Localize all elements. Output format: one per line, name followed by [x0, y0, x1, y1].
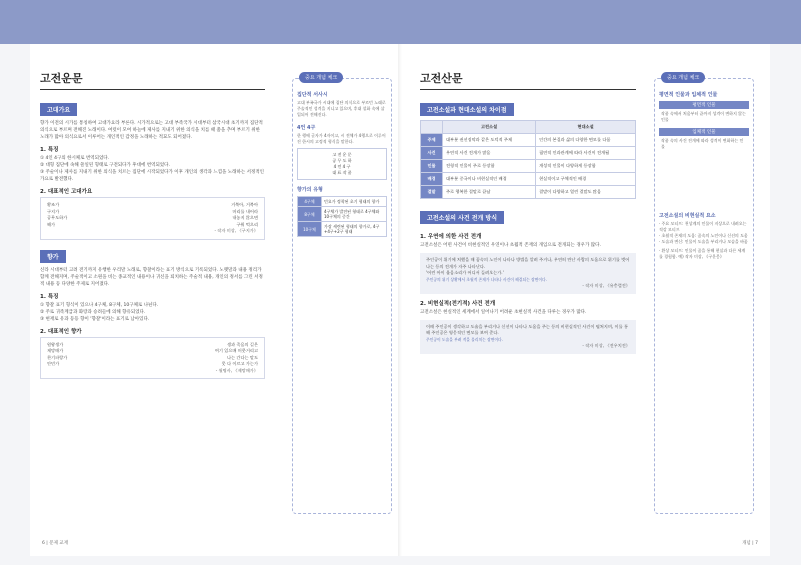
- table-cell: 전형적 인물이 주로 등장함: [443, 160, 536, 173]
- concept-check-badge: 중요 개념 체크: [299, 72, 343, 83]
- subheading: 2. 비현실적(전기적) 사건 전개: [420, 300, 496, 307]
- table-cell: 현실적이고 구체적인 배경: [536, 173, 636, 186]
- row-head: 배경: [421, 173, 443, 186]
- poem-cell: 머리를 내어라: [232, 208, 258, 214]
- table-row: [421, 186, 636, 199]
- concept-check-badge: 중요 개념 체크: [661, 72, 705, 83]
- hyangga-text: 신라 시대부터 고려 전기까지 유행한 우리말 노래로, 향찰이라는 표기 방식으로 기록되었다. 노랫말과 내용 정리가 함께 전해지며, 주술적이고 소원을 비는 종교적인 내용이나 귀신을 퇴치하는 주술적 내용, 개인의 정서를 그린 서정적 내용 등 다양한 주제로 지어졌다.: [40, 267, 263, 287]
- table-cell: 주로 행복한 결말로 끝남: [443, 186, 536, 199]
- side-tag: 입체적 인물: [659, 128, 749, 136]
- side-box-line: 대 표 작 품: [332, 170, 352, 175]
- row-head: 사건: [421, 147, 443, 160]
- body-text: 고전소설은 어떤 사건이 비현실적인 우연이나 초월적 존재의 개입으로 전개되는 경우가 많다.: [420, 243, 601, 248]
- poem-cell: 구워 먹으리: [236, 221, 258, 227]
- poem-cell: 원왕생가: [47, 341, 64, 347]
- left-page: [30, 44, 402, 556]
- page-title: 고전운문: [40, 70, 265, 90]
- left-sidebar: [292, 75, 392, 514]
- subheading: 1. 우연에 의한 사건 전개: [420, 234, 482, 240]
- poem-cell: 거북아, 거북아: [231, 202, 258, 207]
- side-box-line: 고 전 운 문: [332, 152, 352, 157]
- subheading: 1. 특징: [40, 293, 59, 300]
- example-text: 주인공이 위기에 처했을 때 꿈속의 노인이 나타나 방법을 알려 주거나, 우연히 만난 사람의 도움으로 위기를 벗어나는 등의 전개가 자주 나타난다.: [426, 257, 630, 269]
- list-item: ① 향찰 표기 형식이 있으나 4구체, 8구체, 10구체로 나뉜다.: [40, 302, 159, 308]
- section-heading: 고전소설의 사건 전개 방식: [420, 211, 504, 224]
- poem-cell: 해가: [47, 221, 56, 227]
- poem-credit: - 월명사, 《제망매가》: [215, 367, 258, 373]
- side-text: · 주요 모티프: 천상계의 인물이 지상으로 내려오는 적강 모티프 · 초월적 존재의 도움: 꿈속의 노인이나 신선의 도움 · 도술과 변신: 인물이 도술을 부리거나 모습을 바꿈: [659, 221, 748, 244]
- poem-cell: 찬기파랑가: [47, 354, 68, 360]
- example-box: [420, 320, 636, 354]
- hyangga-type-table: [297, 196, 387, 237]
- side-text: · 환상 모티프: 인물이 꿈을 통해 현실과 다른 세계를 경험함. 예) 작자 미상, 《구운몽》: [659, 248, 746, 259]
- poem-cell: 안민가: [47, 361, 60, 366]
- poem-cell: 생과 죽음의 길은: [227, 341, 258, 347]
- side-text: 한 행에 글자가 4자이고, 시 전체가 4행으로 이루어진 한시의 고정적 형식을 말한다.: [297, 133, 386, 144]
- example-credit: - 작자 미상, 《유충렬전》: [582, 283, 630, 288]
- side-title: 향가의 유형: [297, 187, 323, 193]
- subheading: 2. 대표적인 향가: [40, 328, 82, 335]
- list-item: ③ 현재로 유과 등등 향이 '향찰'이라는 표기로 남아있다.: [40, 316, 150, 322]
- table-header: 고전소설: [443, 121, 536, 134]
- example-text: 이때 주인공이 생각하고 도술을 부리거나 신선이 나타나 도움을 주는 등의 비현실적인 사건이 펼쳐지며, 이를 통해 주인공은 영웅적인 면모를 보여 준다.: [426, 323, 629, 335]
- poem-box: [40, 337, 265, 380]
- poem-cell: 내놓지 않으면: [232, 215, 258, 220]
- table-cell: 대부분 권선징악과 같은 도덕적 주제: [443, 134, 536, 147]
- type-cell: 8구체: [298, 207, 322, 222]
- side-section: [297, 124, 387, 180]
- poem-cell: 구지가: [47, 208, 60, 214]
- table-cell: 개성적 인물이 다양하게 등장함: [536, 160, 636, 173]
- side-title: 평면적 인물과 입체적 인물: [659, 92, 718, 98]
- list-item: ③ 주술이나 제사를 지내기 위한 의식을 치르는 집단에 시작되었다가 이후 개인의 생각과 느낌을 노래하는 서정적인 가요로 발전했다.: [40, 170, 265, 182]
- section-heading: 고대가요: [40, 103, 77, 116]
- section-heading: 향가: [40, 250, 66, 263]
- page-footer: 6 | 문제 교재: [42, 541, 69, 546]
- comparison-table: [420, 120, 636, 199]
- side-title: 4언 4구: [297, 125, 316, 131]
- top-band: [0, 0, 801, 44]
- side-section: [297, 186, 387, 237]
- example-note: 주인공이 도술을 부려 적을 물리치는 장면이다.: [426, 336, 503, 342]
- desc-cell: 민요가 정착된 초기 형태의 향가: [322, 197, 387, 207]
- side-tag-text: 작품 속의 사건 전개에 따라 성격이 변화하는 인물: [661, 138, 744, 149]
- page-title: 고전산문: [420, 70, 636, 90]
- example-credit: - 작자 미상, 《전우치전》: [582, 343, 630, 348]
- example-note: 주인공의 위기 상황에서 초월적 존재가 나타나 사건이 해결되는 장면이다.: [426, 276, 547, 282]
- subheading: 1. 특징: [40, 147, 59, 153]
- body-text: 고전소설은 현실적인 세계에서 일어나기 어려운 초현실적 사건을 다루는 경우가 많다.: [420, 309, 587, 315]
- poem-cell: 못 다 이르고 가는가: [221, 361, 258, 366]
- desc-cell: 4구체가 발전된 형태로 4구체와 10구체의 중간: [322, 207, 387, 222]
- desc-cell: 가장 세련된 형태의 향가로, 4구+4구+2구 형태: [322, 222, 387, 237]
- side-section: [659, 212, 749, 260]
- side-section: [659, 91, 749, 152]
- table-cell: 우연적 사건 전개가 많음: [443, 147, 536, 160]
- subheading: 2. 대표적인 고대가요: [40, 189, 93, 195]
- poem-box: [40, 197, 265, 240]
- type-cell: 10구체: [298, 222, 322, 237]
- side-title: 집단적 서사시: [297, 92, 328, 98]
- side-tag-text: 작품 속에서 처음부터 끝까지 성격이 변하지 않는 인물: [661, 111, 746, 122]
- row-head: 주제: [421, 134, 443, 147]
- right-page: [402, 44, 770, 556]
- table-cell: 인간의 본질과 삶의 다양한 면모를 다룸: [536, 134, 636, 147]
- table-cell: 결말이 다양하고 열린 결말도 많음: [536, 186, 636, 199]
- poem-credit: - 작자 미상, 《구지가》: [214, 228, 258, 233]
- right-sidebar: [654, 75, 754, 514]
- side-box-line: 4 언 4 구: [333, 164, 351, 169]
- side-title: 고전소설의 비현실적 요소: [659, 213, 716, 219]
- intro-text: 향가 이전의 시가를 통칭하여 고대가요라 부른다. 시가적으로는 고대 부족국가 시대부터 삼국시대 초기까지 집단적 의식으로 부르며 전해진 노래이다. 여럿이 모여 하늘에 제사를 지내기 위한 의식을 치를 때 춤을 추며 부르기 위한 노래가 많아 의식요로서 이루어는 개인적인 감정을 노래하는 적묘도 되어졌다.: [40, 121, 263, 140]
- poem-cell: 황조가: [47, 202, 60, 207]
- page-footer: 개념 | 7: [742, 541, 758, 546]
- poem-cell: 나는 간다는 말도: [227, 354, 258, 360]
- table-cell: 대부분 중국이나 비현실적인 배경: [443, 173, 536, 186]
- side-tag: 평면적 인물: [659, 101, 749, 109]
- table-row: [421, 173, 636, 186]
- side-section: [297, 91, 387, 118]
- table-row: [421, 147, 636, 160]
- right-main-column: [420, 70, 636, 359]
- list-item: ① 4인 4구의 한시체로 번역되었다.: [40, 156, 110, 161]
- poem-cell: 제망매가: [47, 348, 64, 353]
- table-cell: 필연적 인과관계에 따라 사건이 전개됨: [536, 147, 636, 160]
- row-head: 결말: [421, 186, 443, 199]
- list-item: ② 대형 집단에 속해 쓸일된 형태로 구전되다가 후대에 번역되었다.: [40, 163, 170, 168]
- table-row: [421, 134, 636, 147]
- poem-cell: 여기 있으매 머뭇거리고: [214, 348, 258, 353]
- example-quote: '어린 아이 울음소리가 어디서 들려오는가.': [426, 270, 504, 275]
- row-head: 인물: [421, 160, 443, 173]
- section-heading: 고전소설과 현대소설의 차이점: [420, 103, 514, 116]
- side-text: 고대 부족국가 시대에 집단 의식으로 부르던 노래로 주술적인 성격을 지니고 있으며, 후대 설화 속에 삽입되어 전해진다.: [297, 100, 386, 117]
- left-main-column: [40, 70, 265, 383]
- poem-cell: 공무도하가: [47, 215, 68, 220]
- side-box-line: 공 무 도 하: [332, 158, 352, 163]
- table-row: [421, 160, 636, 173]
- list-item: ② 주로 귀족계급과 화랑과 승려들에 의해 향유되었다.: [40, 309, 146, 315]
- table-header: 현대소설: [536, 121, 636, 134]
- table-header: [421, 121, 443, 134]
- type-cell: 4구체: [298, 197, 322, 207]
- side-box: [297, 148, 387, 180]
- example-box: [420, 253, 636, 294]
